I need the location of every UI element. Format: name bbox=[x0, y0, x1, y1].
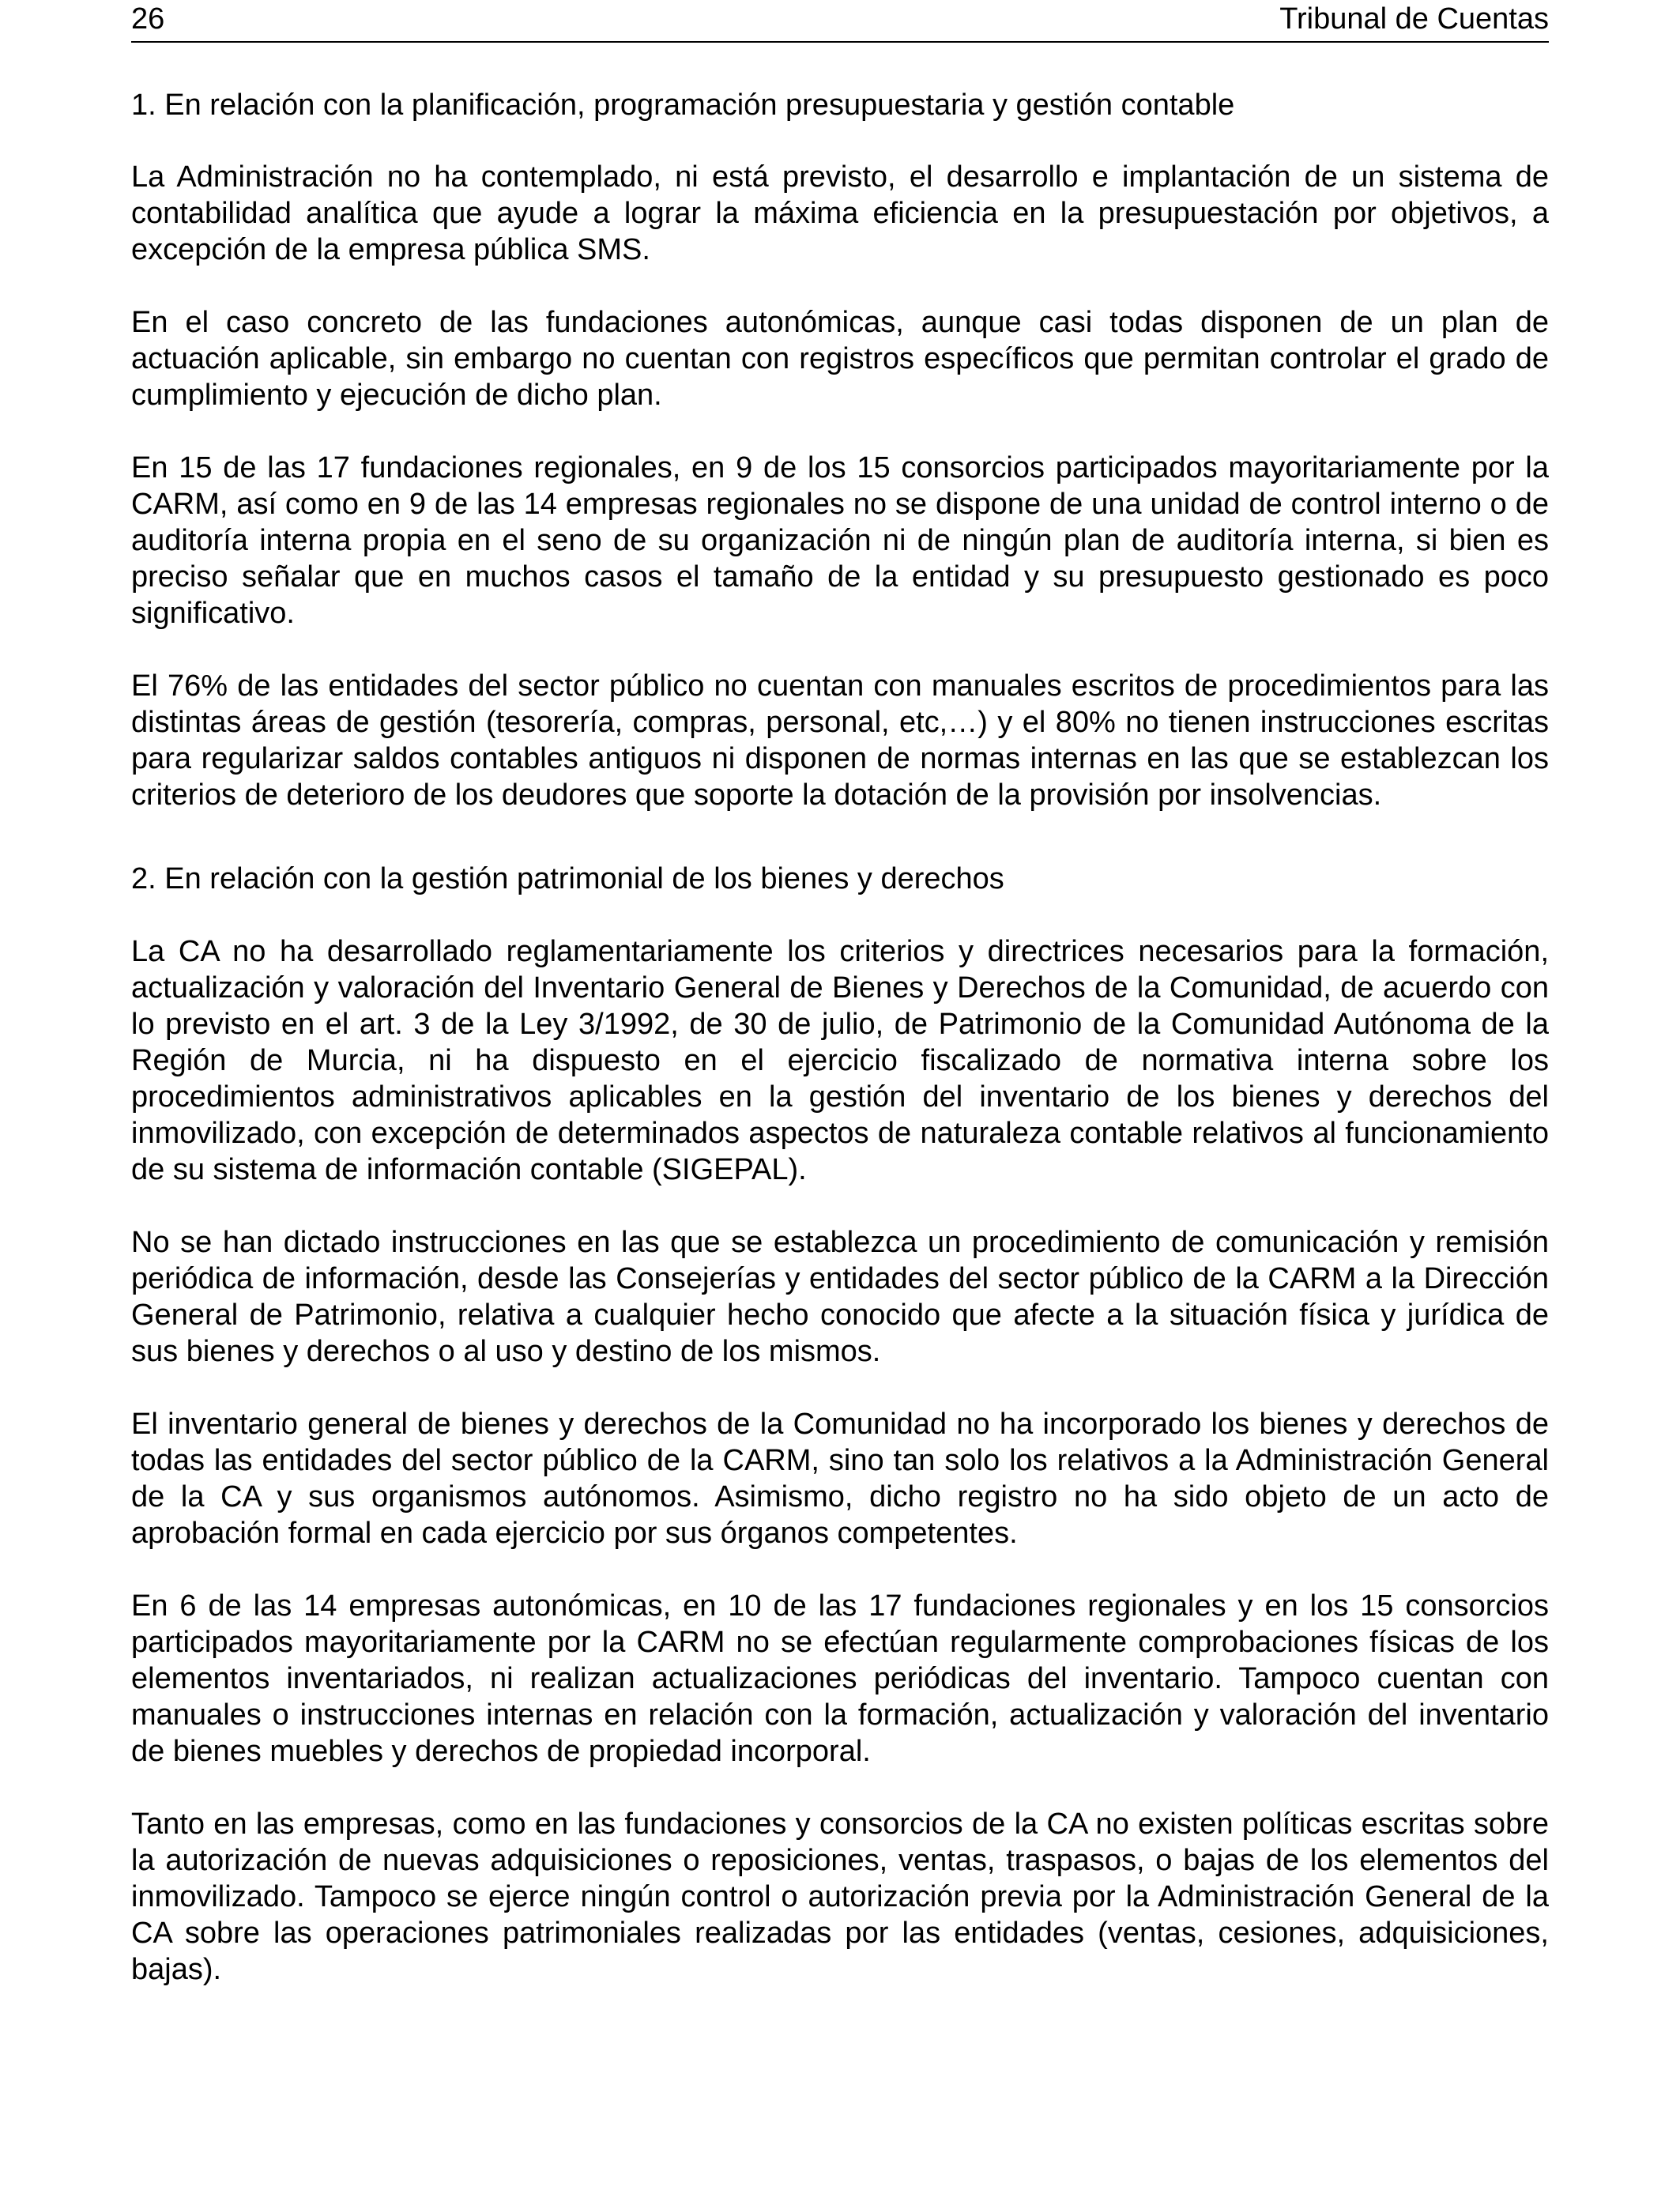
section-heading-1: 1. En relación con la planificación, programación presupuestaria y gestión contable bbox=[131, 89, 1235, 122]
document-body bbox=[131, 87, 1549, 1988]
paragraph: El inventario general de bienes y derechos de la Comunidad no ha incorporado los bienes y derechos de todas las entidades del sector público de la CARM, sino tan solo los relativos a la Administración General de la CA y sus organismos autónomos. Asimismo, dicho registro no ha sido objeto de un acto de aprobación formal en cada ejercicio por sus órganos competentes. bbox=[131, 1408, 1549, 1550]
paragraph: En el caso concreto de las fundaciones autonómicas, aunque casi todas disponen de un plan de actuación aplicable, sin embargo no cuentan con registros específicos que permitan controlar el grado de cumplimiento y ejecución de dicho plan. bbox=[131, 306, 1549, 412]
header-title: Tribunal de Cuentas bbox=[1279, 2, 1549, 36]
page-number: 26 bbox=[131, 2, 165, 36]
document-page bbox=[131, 0, 1549, 1988]
paragraph: Tanto en las empresas, como en las fundaciones y consorcios de la CA no existen políticas escritas sobre la autorización de nuevas adquisiciones o reposiciones, ventas, traspasos, o bajas de los elementos del inmovilizado. Tampoco se ejerce ningún control o autorización previa por la Administración General de la CA sobre las operaciones patrimoniales realizadas por las entidades (ventas, cesiones, adquisiciones, bajas). bbox=[131, 1808, 1549, 1986]
paragraph: En 15 de las 17 fundaciones regionales, en 9 de los 15 consorcios participados mayoritariamente por la CARM, así como en 9 de las 14 empresas regionales no se dispone de una unidad de control interno o de auditoría interna propia en el seno de su organización ni de ningún plan de auditoría interna, si bien es preciso señalar que en muchos casos el tamaño de la entidad y su presupuesto gestionado es poco significativo. bbox=[131, 451, 1549, 630]
paragraph: No se han dictado instrucciones en las que se establezca un procedimiento de comunicación y remisión periódica de información, desde las Consejerías y entidades del sector público de la CARM a la Dirección General de Patrimonio, relativa a cualquier hecho conocido que afecte a la situación física y jurídica de sus bienes y derechos o al uso y destino de los mismos. bbox=[131, 1226, 1549, 1368]
paragraph: En 6 de las 14 empresas autonómicas, en 10 de las 17 fundaciones regionales y en los 15 consorcios participados mayoritariamente por la CARM no se efectúan regularmente comprobaciones físicas de los elementos inventariados, ni realizan actualizaciones periódicas del inventario. Tampoco cuentan con manuales o instrucciones internas en relación con la formación, actualización y valoración del inventario de bienes muebles y derechos de propiedad incorporal. bbox=[131, 1589, 1549, 1768]
paragraph: La CA no ha desarrollado reglamentariamente los criterios y directrices necesarios para la formación, actualización y valoración del Inventario General de Bienes y Derechos de la Comunidad, de acuerdo con lo previsto en el art. 3 de la Ley 3/1992, de 30 de julio, de Patrimonio de la Comunidad Autónoma de la Región de Murcia, ni ha dispuesto en el ejercicio fiscalizado de normativa interna sobre los procedimientos administrativos aplicables en la gestión del inventario de los bienes y derechos del inmovilizado, con excepción de determinados aspectos de naturaleza contable relativos al funcionamiento de su sistema de información contable (SIGEPAL). bbox=[131, 935, 1549, 1186]
section-heading-2: 2. En relación con la gestión patrimonial de los bienes y derechos bbox=[131, 862, 1004, 895]
running-header bbox=[131, 0, 1549, 43]
paragraph: El 76% de las entidades del sector público no cuentan con manuales escritos de procedimientos para las distintas áreas de gestión (tesorería, compras, personal, etc,…) y el 80% no tienen instrucciones escritas para regularizar saldos contables antiguos ni disponen de normas internas en las que se establezcan los criterios de deterioro de los deudores que soporte la dotación de la provisión por insolvencias. bbox=[131, 669, 1549, 812]
paragraph: La Administración no ha contemplado, ni está previsto, el desarrollo e implantación de un sistema de contabilidad analítica que ayude a lograr la máxima eficiencia en la presupuestación por objetivos, a excepción de la empresa pública SMS. bbox=[131, 160, 1549, 266]
